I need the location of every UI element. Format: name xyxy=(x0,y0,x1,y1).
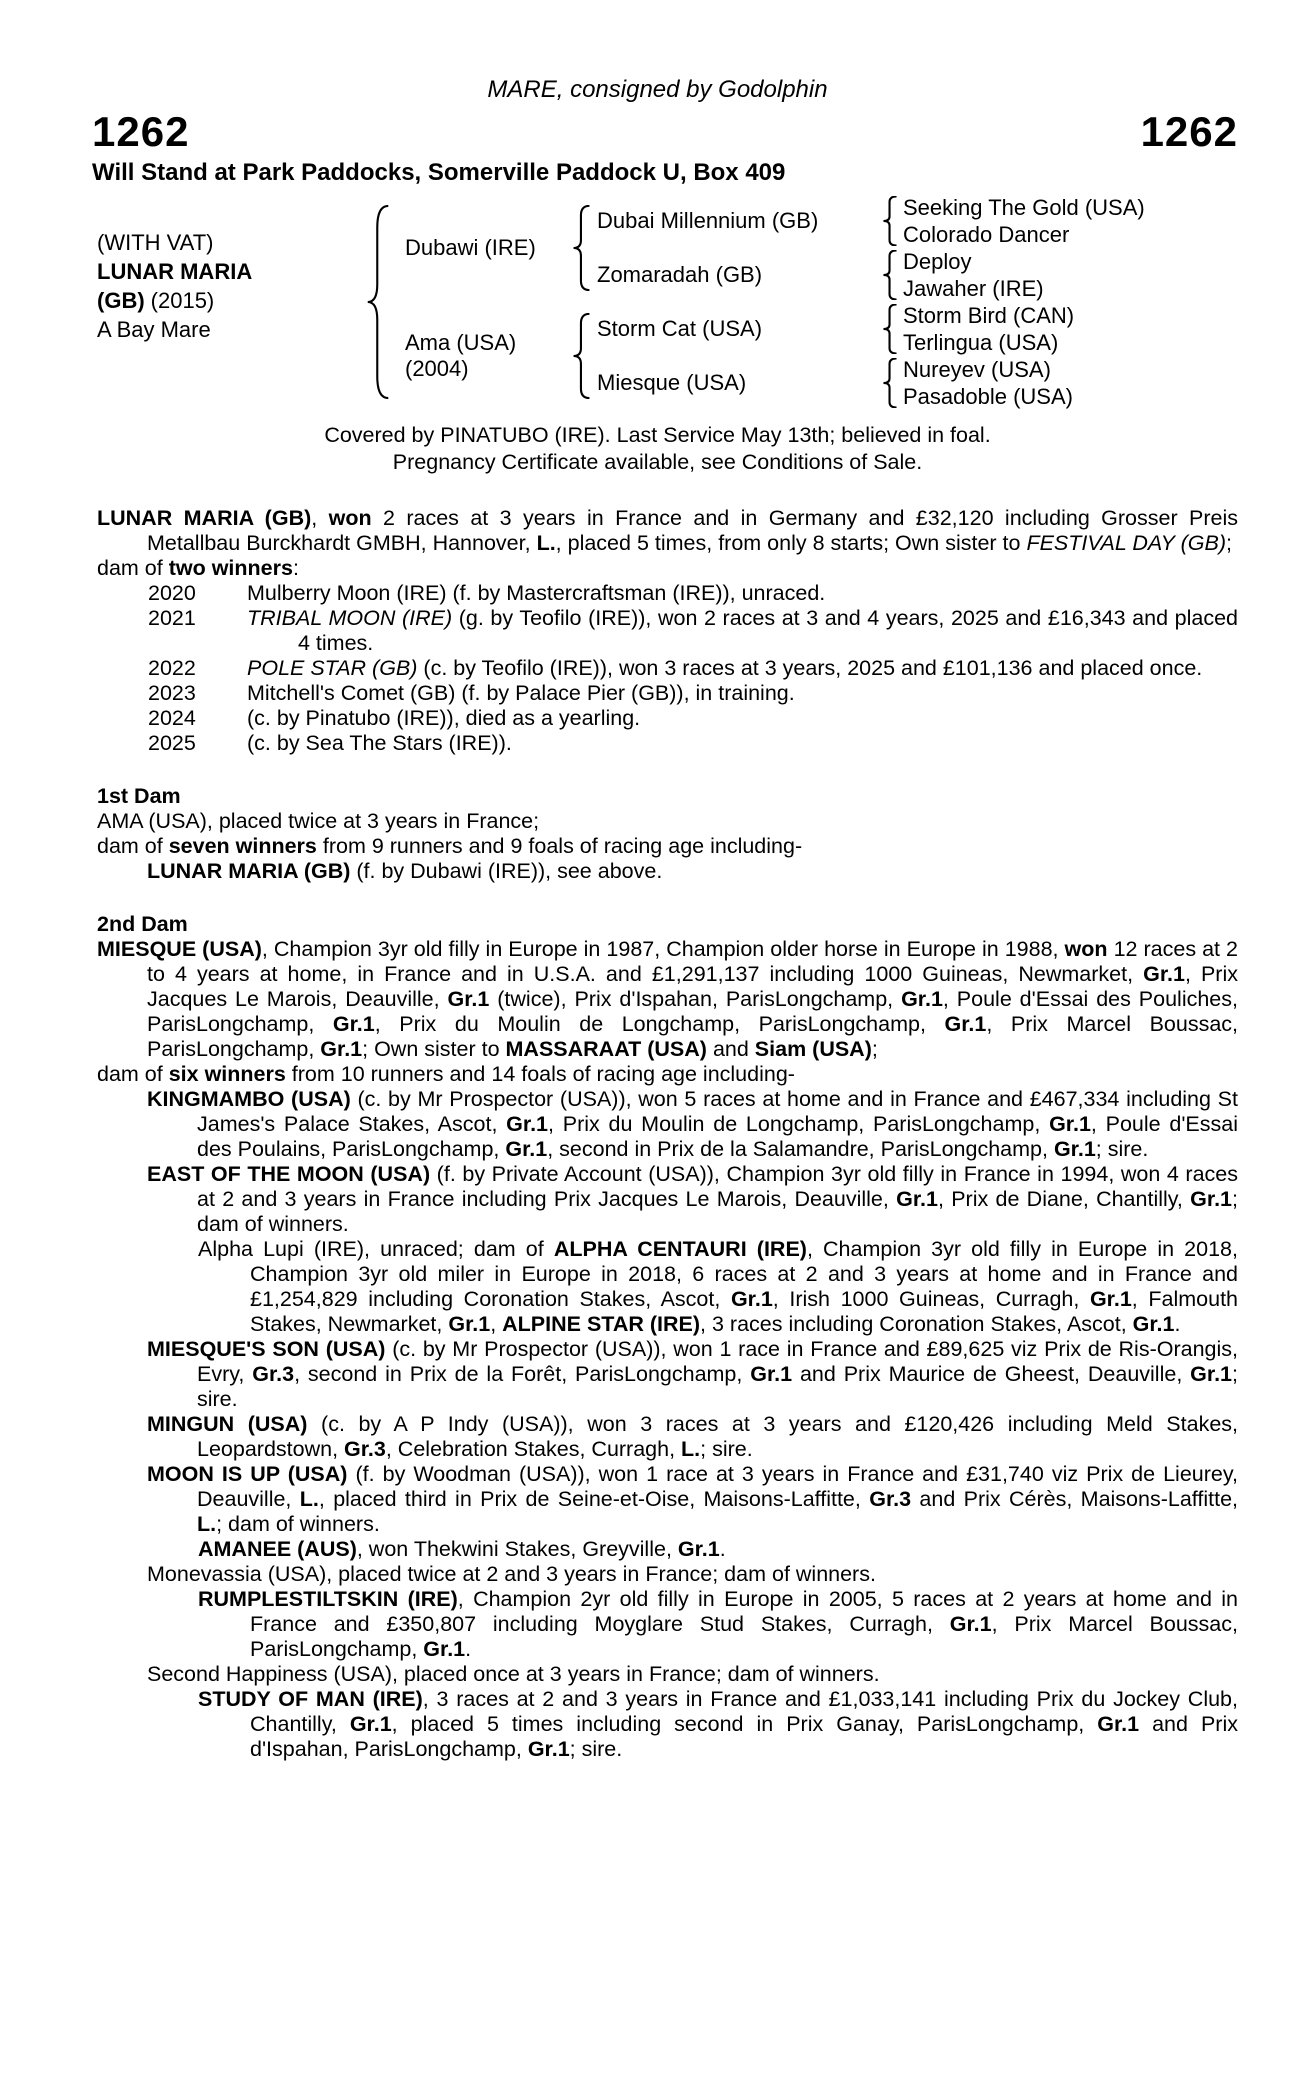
produce-year: 2020 xyxy=(148,581,196,605)
produce-row xyxy=(97,581,1238,606)
second-dam-paragraph: Monevassia (USA), placed twice at 2 and 3 years in France; dam of winners. xyxy=(147,1562,876,1586)
sire-sire-name: Dubai Millennium (GB) xyxy=(597,208,819,233)
produce-text: (c. by Sea The Stars (IRE)). xyxy=(247,731,512,755)
second-dam-paragraph: STUDY OF MAN (IRE), 3 races at 2 and 3 years in France and £1,033,141 including Prix du Jockey Club, Chantilly, Gr.1, placed 5 times including second in Prix Ganay, ParisLongchamp, Gr.1 and Prix d'Ispahan, ParisLongchamp, Gr.1; sire. xyxy=(198,1687,1238,1761)
ancestor-name: Seeking The Gold (USA) xyxy=(903,194,1145,220)
second-dam-paragraph: MIESQUE'S SON (USA) (c. by Mr Prospector (USA)), won 1 race in France and £89,625 viz Prix de Ris-Orangis, Evry, Gr.3, second in Prix de la Forêt, ParisLongchamp, Gr.1 and Prix Maurice de Gheest, Deauville, Gr.1; sire. xyxy=(147,1337,1238,1411)
brace-icon xyxy=(876,356,903,410)
first-dam-paragraph: LUNAR MARIA (GB) (f. by Dubawi (IRE)), see above. xyxy=(147,859,663,883)
first-dam-heading: 1st Dam xyxy=(97,784,181,808)
subject-foaling-year: (2015) xyxy=(150,288,215,313)
covering-note xyxy=(0,422,1315,476)
ancestor-name: Storm Bird (CAN) xyxy=(903,302,1075,328)
dam-block xyxy=(401,330,566,382)
produce-text: (c. by Pinatubo (IRE)), died as a yearling. xyxy=(247,706,641,730)
subject-description: A Bay Mare xyxy=(97,317,211,342)
covering-note-line-1: Covered by PINATUBO (IRE). Last Service May 13th; believed in foal. xyxy=(324,423,991,447)
dam-name: Ama (USA) xyxy=(405,330,517,355)
produce-year: 2022 xyxy=(148,656,196,680)
produce-text: Mulberry Moon (IRE) (f. by Mastercraftsman (IRE)), unraced. xyxy=(247,581,826,605)
lot-number-row xyxy=(0,110,1315,154)
subject-country-suffix: (GB) xyxy=(97,288,145,313)
catalogue-page xyxy=(0,76,1315,2076)
lot-number-right: 1262 xyxy=(1140,108,1238,155)
first-dam-paragraph: dam of seven winners from 9 runners and 9 foals of racing age including- xyxy=(97,834,803,858)
produce-list xyxy=(97,581,1238,756)
second-dam-paragraph: Second Happiness (USA), placed once at 3 years in France; dam of winners. xyxy=(147,1662,880,1686)
second-dam-paragraph: dam of six winners from 10 runners and 14 foals of racing age including- xyxy=(97,1062,795,1086)
dam-dam-name: Miesque (USA) xyxy=(597,370,747,395)
produce-row xyxy=(97,706,1238,731)
brace-icon xyxy=(355,194,401,410)
dam-of-two-winners-line: dam of two winners: xyxy=(97,556,299,580)
vat-note: (WITH VAT) xyxy=(97,230,214,255)
produce-row xyxy=(97,606,1238,656)
first-dam-paragraph: AMA (USA), placed twice at 3 years in France; xyxy=(97,809,540,833)
brace-icon xyxy=(566,302,597,410)
second-dam-paragraph: MINGUN (USA) (c. by A P Indy (USA)), won 3 races at 3 years and £120,426 including Meld Stakes, Leopardstown, Gr.3, Celebration Stakes, Curragh, L.; sire. xyxy=(147,1412,1238,1461)
second-dam-paragraph: MOON IS UP (USA) (f. by Woodman (USA)), won 1 race at 3 years in France and £31,740 viz Prix de Lieurey, Deauville, L., placed third in Prix de Seine-et-Oise, Maisons-Laffitte, Gr.3 and Prix Cérès, Maisons-Laffitte, L.; dam of winners. xyxy=(147,1462,1238,1536)
produce-text: POLE STAR (GB) (c. by Teofilo (IRE)), won 3 races at 3 years, 2025 and £101,136 and placed once. xyxy=(247,656,1203,680)
subject-name: LUNAR MARIA xyxy=(97,259,253,284)
second-dam-paragraph: RUMPLESTILTSKIN (IRE), Champion 2yr old filly in Europe in 2005, 5 races at 2 years at home and in France and £350,807 including Moyglare Stud Stakes, Curragh, Gr.1, Prix Marcel Boussac, ParisLongchamp, Gr.1. xyxy=(198,1587,1238,1661)
produce-row xyxy=(97,656,1238,681)
produce-row xyxy=(97,681,1238,706)
produce-text: Mitchell's Comet (GB) (f. by Palace Pier (GB)), in training. xyxy=(247,681,795,705)
produce-row xyxy=(97,731,1238,756)
produce-year: 2024 xyxy=(148,706,196,730)
second-dam-paragraph: AMANEE (AUS), won Thekwini Stakes, Greyville, Gr.1. xyxy=(198,1537,726,1561)
ancestor-name: Colorado Dancer xyxy=(903,221,1070,247)
sire-dam-name: Zomaradah (GB) xyxy=(597,262,763,287)
ancestor-name: Pasadoble (USA) xyxy=(903,383,1073,409)
produce-year: 2023 xyxy=(148,681,196,705)
brace-icon xyxy=(566,194,597,302)
second-dam-heading: 2nd Dam xyxy=(97,912,188,936)
ancestor-name: Jawaher (IRE) xyxy=(903,275,1044,301)
produce-text: TRIBAL MOON (IRE) (g. by Teofilo (IRE)), won 2 races at 3 and 4 years, 2025 and £16,343 and placed 4 times. xyxy=(247,606,1239,655)
covering-note-line-2: Pregnancy Certificate available, see Conditions of Sale. xyxy=(392,450,923,474)
ancestor-name: Nureyev (USA) xyxy=(903,356,1051,382)
brace-icon xyxy=(876,248,903,302)
dam-foaling-year: (2004) xyxy=(405,356,469,381)
subject-block xyxy=(97,194,355,344)
produce-year: 2025 xyxy=(148,731,196,755)
pedigree-table xyxy=(97,194,1315,410)
second-dam-paragraph: MIESQUE (USA), Champion 3yr old filly in Europe in 1987, Champion older horse in Europe in 1988, won 12 races at 2 to 4 years at home, in France and in U.S.A. and £1,291,137 including 1000 Guineas, Newmarket, Gr.1, Prix Jacques Le Marois, Deauville, Gr.1 (twice), Prix d'Ispahan, ParisLongchamp, Gr.1, Poule d'Essai des Pouliches, ParisLongchamp, Gr.1, Prix du Moulin de Longchamp, ParisLongchamp, Gr.1, Prix Marcel Boussac, ParisLongchamp, Gr.1; Own sister to MASSARAAT (USA) and Siam (USA); xyxy=(97,937,1238,1061)
second-dam-paragraph: Alpha Lupi (IRE), unraced; dam of ALPHA CENTAURI (IRE), Champion 3yr old filly in Europe in 2018, Champion 3yr old miler in Europe in 2018, 6 races at 2 and 3 years at home and in France and £1,254,829 including Coronation Stakes, Ascot, Gr.1, Irish 1000 Guineas, Curragh, Gr.1, Falmouth Stakes, Newmarket, Gr.1, ALPINE STAR (IRE), 3 races including Coronation Stakes, Ascot, Gr.1. xyxy=(198,1237,1238,1336)
consignment-title: MARE, consigned by Godolphin xyxy=(487,76,828,103)
ancestor-name: Deploy xyxy=(903,248,972,274)
second-dam-paragraph: EAST OF THE MOON (USA) (f. by Private Account (USA)), Champion 3yr old filly in France in 1994, won 4 races at 2 and 3 years in France including Prix Jacques Le Marois, Deauville, Gr.1, Prix de Diane, Chantilly, Gr.1; dam of winners. xyxy=(147,1162,1239,1236)
lot-number-left: 1262 xyxy=(92,108,190,155)
second-dam-paragraph: KINGMAMBO (USA) (c. by Mr Prospector (USA)), won 5 races at home and in France and £467,334 including St James's Palace Stakes, Ascot, Gr.1, Prix du Moulin de Longchamp, ParisLongchamp, Gr.1, Poule d'Essai des Poulains, ParisLongchamp, Gr.1, second in Prix de la Salamandre, ParisLongchamp, Gr.1; sire. xyxy=(147,1087,1238,1161)
brace-icon xyxy=(876,194,903,248)
sire-name: Dubawi (IRE) xyxy=(405,235,536,260)
ancestor-name: Terlingua (USA) xyxy=(903,329,1059,355)
dam-sire-name: Storm Cat (USA) xyxy=(597,316,763,341)
stand-location-line: Will Stand at Park Paddocks, Somerville Paddock U, Box 409 xyxy=(92,159,786,186)
catalogue-text xyxy=(97,506,1238,1762)
subject-suffix-year xyxy=(97,286,355,315)
mare-race-record: LUNAR MARIA (GB), won 2 races at 3 years in France and in Germany and £32,120 including Grosser Preis Metallbau Burckhardt GMBH, Hannover, L., placed 5 times, from only 8 starts; Own sister to FESTIVAL DAY (GB); xyxy=(97,506,1238,555)
brace-icon xyxy=(876,302,903,356)
produce-year: 2021 xyxy=(148,606,196,630)
